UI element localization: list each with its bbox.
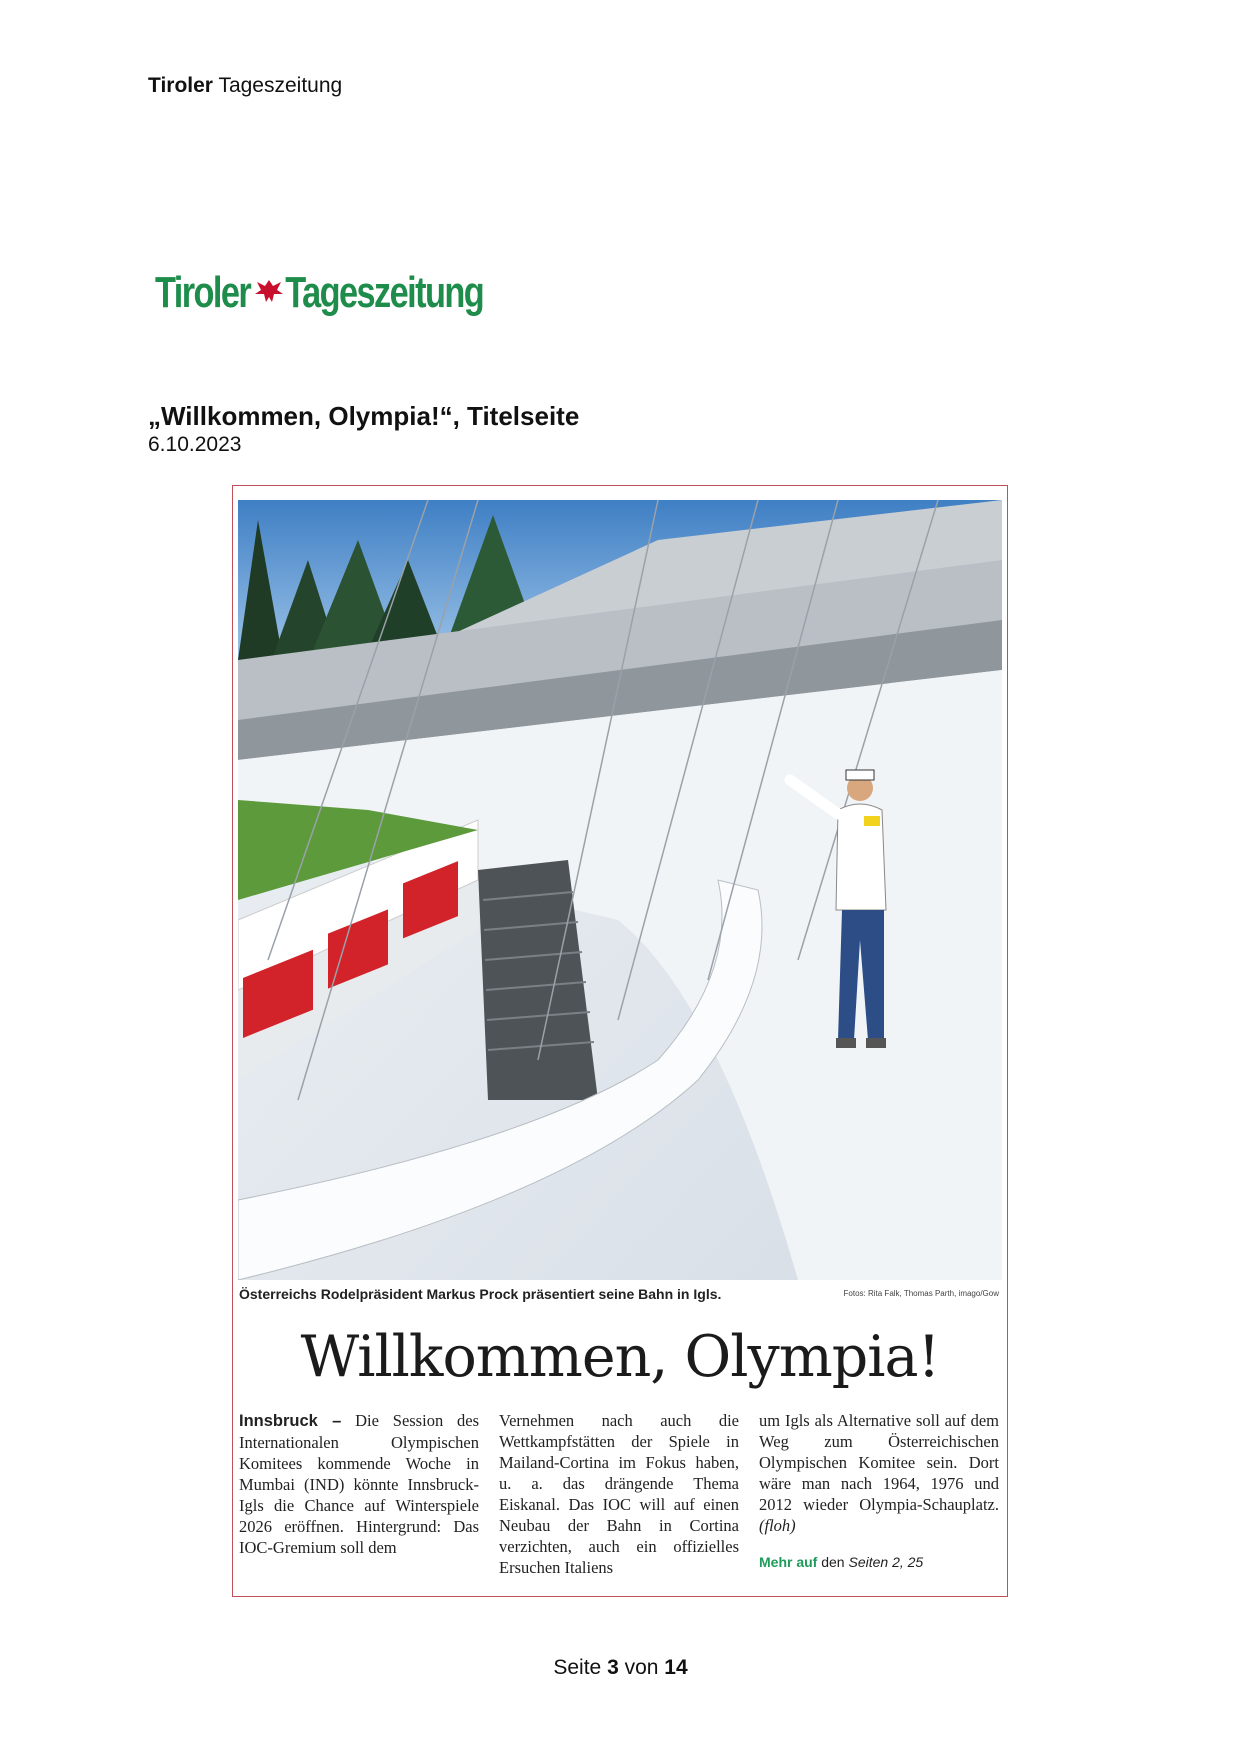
footer-prefix: Seite [553,1656,602,1679]
more-pages: Seiten 2, 25 [848,1554,924,1570]
bobsled-track-photo [238,500,1002,1280]
more-label: Mehr auf [759,1554,818,1570]
header-brand-regular: Tageszeitung [218,74,343,97]
article-headline: „Willkommen, Olympia!“, Titelseite [148,401,580,431]
clipping-title: Willkommen, Olympia! [300,1324,940,1390]
header-brand-bold: Tiroler [148,74,213,97]
column-1-text: Die Session des Internationalen Olympischen Komitees kommende Woche in Mumbai (IND) könnte Innsbruck-Igls die Chance auf Winterspiele 2026 eröffnen. Hintergrund: Das IOC-Gremium soll dem [239,1411,479,1557]
photo-caption: Österreichs Rodelpräsident Markus Prock präsentiert seine Bahn in Igls. [239,1286,722,1302]
article-date: 6.10.2023 [148,433,242,456]
article-column-2 [499,1410,739,1578]
article-column-1 [239,1410,479,1558]
newspaper-clipping [232,485,1008,1597]
more-pages-reference [759,1552,999,1573]
footer-total-pages: 14 [664,1656,688,1679]
logo-text-left: Tiroler [155,267,251,318]
more-text: den [821,1554,845,1570]
footer-current-page: 3 [607,1656,619,1679]
logo-text-right: Tageszeitung [285,267,484,318]
author-initials: (floh) [759,1516,796,1535]
column-2-text: Vernehmen nach auch die Wettkampfstätten der Spiele in Mailand-Cortina im Fokus haben, u. a. das drängende Thema Eiskanal. Das IOC will auf einen Neubau der Bahn in Cortina verzichten, auch ein offizielles Ersuchen Italiens [499,1411,739,1577]
dateline-location: Innsbruck – [239,1412,342,1430]
tyrol-eagle-icon [255,280,283,302]
footer-mid: von [624,1656,659,1679]
article-column-3 [759,1410,999,1573]
document-header [148,74,342,98]
tiroler-tageszeitung-logo [155,262,495,322]
photo-credit: Fotos: Rita Falk, Thomas Parth, imago/Gow [843,1289,999,1298]
page-footer [0,1656,1241,1680]
column-3-text: um Igls als Alternative soll auf dem Weg zum Österreichischen Olympischen Komitee sein. Dort wäre man nach 1964, 1976 und 2012 wieder Olympia-Schauplatz. [759,1411,999,1514]
